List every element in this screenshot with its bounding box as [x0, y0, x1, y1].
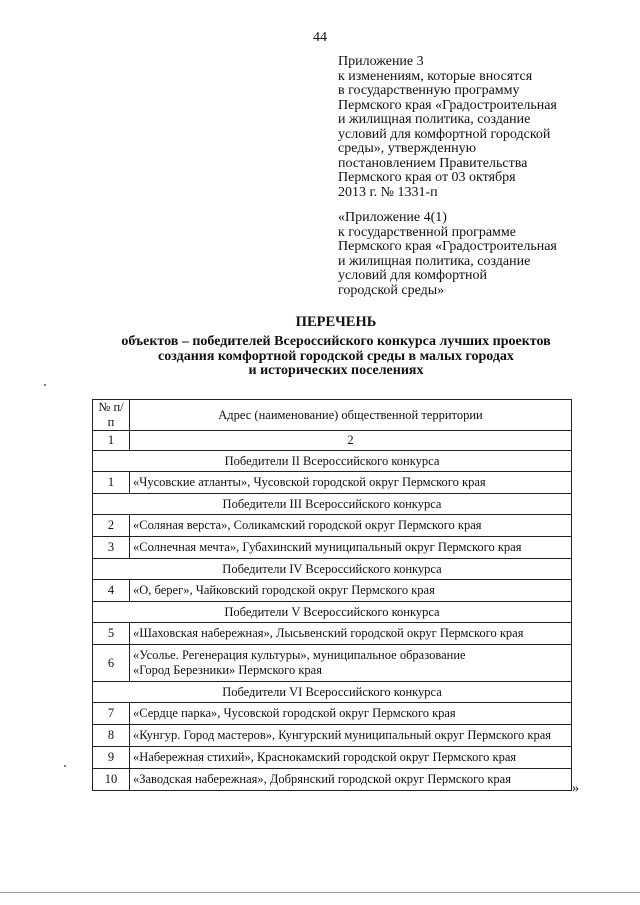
group-title: Победители III Всероссийского конкурса	[93, 494, 572, 515]
row-number: 2	[93, 515, 130, 537]
address-line: «Солнечная мечта», Губахинский муниципальный округ Пермского края	[133, 540, 522, 554]
group-header-row	[93, 682, 572, 703]
row-address	[130, 515, 572, 537]
table-column-numbers-row	[93, 431, 572, 451]
annex-3-line: среды», утвержденную	[338, 141, 477, 156]
annex-3-line: и жилищная политика, создание	[338, 112, 531, 127]
row-number: 5	[93, 623, 130, 645]
row-address	[130, 703, 572, 725]
row-address	[130, 645, 572, 682]
row-address	[130, 472, 572, 494]
document-subtitle	[0, 335, 640, 379]
group-title: Победители IV Всероссийского конкурса	[93, 559, 572, 580]
annex-3-block	[338, 55, 628, 200]
table-row	[93, 623, 572, 645]
address-line: «Усолье. Регенерация культуры», муниципальное образование	[133, 648, 466, 662]
address-line: «Сердце парка», Чусовской городской округ Пермского края	[133, 706, 456, 720]
row-number: 4	[93, 580, 130, 602]
address-line: «Кунгур. Город мастеров», Кунгурский муниципальный округ Пермского края	[133, 728, 551, 742]
address-line: «Набережная стихий», Краснокамский городской округ Пермского края	[133, 750, 517, 764]
annex-4-line: условий для комфортной	[338, 268, 488, 283]
table-row	[93, 580, 572, 602]
page-number: 44	[313, 30, 327, 45]
row-address	[130, 725, 572, 747]
table-row	[93, 645, 572, 682]
address-line: «Шаховская набережная», Лысьвенский городской округ Пермского края	[133, 626, 524, 640]
group-title: Победители VI Всероссийского конкурса	[93, 682, 572, 703]
row-address	[130, 537, 572, 559]
column-number-1: 1	[93, 431, 130, 451]
row-address	[130, 580, 572, 602]
subtitle-line: и исторических поселениях	[248, 363, 424, 378]
address-line: «Чусовские атланты», Чусовской городской округ Пермского края	[133, 475, 486, 489]
annex-4-1-block	[338, 211, 628, 298]
row-number: 7	[93, 703, 130, 725]
row-number: 8	[93, 725, 130, 747]
row-number: 10	[93, 769, 130, 791]
table-row	[93, 472, 572, 494]
group-title: Победители II Всероссийского конкурса	[93, 451, 572, 472]
annex-3-line: 2013 г. № 1331-п	[338, 184, 438, 200]
annex-3-line: Пермского края от 03 октября	[338, 170, 516, 185]
address-line: «Город Березники» Пермского края	[133, 663, 322, 677]
page-edge-line	[0, 892, 640, 893]
row-number: 3	[93, 537, 130, 559]
closing-quote: »	[572, 781, 579, 796]
row-number: 9	[93, 747, 130, 769]
group-header-row	[93, 451, 572, 472]
address-line: «Соляная верста», Соликамский городской округ Пермского края	[133, 518, 482, 532]
annex-4-line: городской среды»	[338, 282, 445, 298]
column-number-2: 2	[130, 431, 572, 451]
row-address	[130, 747, 572, 769]
table-row	[93, 769, 572, 791]
header-num: № п/п	[93, 400, 130, 431]
annex-4-line: и жилищная политика, создание	[338, 253, 531, 269]
table-row	[93, 703, 572, 725]
group-title: Победители V Всероссийского конкурса	[93, 602, 572, 623]
annex-3-line: условий для комфортной городской	[338, 126, 551, 142]
annex-3-line: в государственную программу	[338, 83, 520, 98]
row-number: 6	[93, 645, 130, 682]
table-row	[93, 725, 572, 747]
annex-3-line: постановлением Правительства	[338, 155, 528, 171]
row-address	[130, 623, 572, 645]
address-line: «Заводская набережная», Добрянский городской округ Пермского края	[133, 772, 511, 786]
table-header-row	[93, 400, 572, 431]
group-header-row	[93, 559, 572, 580]
annex-4-line: Пермского края «Градостроительная	[338, 239, 557, 254]
row-number: 1	[93, 472, 130, 494]
address-line: «О, берег», Чайковский городской округ Пермского края	[133, 583, 435, 597]
group-header-row	[93, 602, 572, 623]
table-row	[93, 747, 572, 769]
scan-speck	[64, 765, 66, 767]
document-title: ПЕРЕЧЕНЬ	[295, 314, 377, 330]
subtitle-line: создания комфортной городской среды в малых городах	[158, 348, 514, 364]
group-header-row	[93, 494, 572, 515]
scan-speck	[44, 384, 46, 386]
annex-4-line: «Приложение 4(1)	[338, 210, 447, 225]
annex-3-line: Пермского края «Градостроительная	[338, 97, 557, 113]
header-address: Адрес (наименование) общественной территории	[130, 400, 572, 431]
annex-3-line: к изменениям, которые вносятся	[338, 68, 533, 84]
row-address	[130, 769, 572, 791]
table-row	[93, 537, 572, 559]
annex-3-line: Приложение 3	[338, 54, 424, 69]
annex-4-line: к государственной программе	[338, 224, 516, 240]
winners-table	[92, 399, 572, 791]
table-row	[93, 515, 572, 537]
subtitle-line: объектов – победителей Всероссийского конкурса лучших проектов	[121, 334, 551, 349]
